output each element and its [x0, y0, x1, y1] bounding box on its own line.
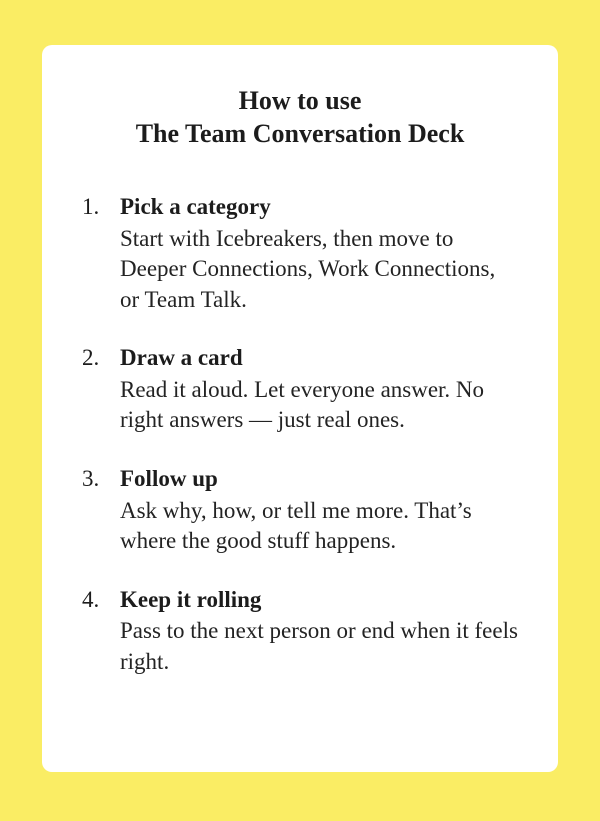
- list-item: [80, 585, 520, 678]
- step-text: Pass to the next person or end when it feels right.: [120, 618, 518, 674]
- step-text: Ask why, how, or tell me more. That’s where the good stuff happens.: [120, 497, 472, 554]
- step-body: [120, 343, 520, 436]
- page-title-line-1: How to use: [238, 86, 362, 115]
- step-heading: Keep it rolling: [120, 586, 262, 612]
- list-item: [80, 464, 520, 557]
- step-number: 3.: [82, 466, 100, 492]
- step-heading: Follow up: [120, 466, 218, 492]
- list-item: [80, 192, 520, 315]
- step-text: Read it aloud. Let everyone answer. No right answers — just real ones.: [120, 376, 485, 433]
- step-text: Start with Icebreakers, then move to Deeper Connections, Work Connections, or Team Talk.: [120, 225, 496, 312]
- step-body: [120, 585, 520, 678]
- step-body: [120, 192, 520, 315]
- step-number: 1.: [82, 194, 100, 219]
- instruction-card: [42, 45, 558, 772]
- list-item: [80, 343, 520, 436]
- step-heading: Draw a card: [120, 345, 243, 371]
- step-body: [120, 464, 520, 557]
- page-title: [80, 81, 520, 150]
- step-number: 2.: [82, 345, 100, 371]
- step-number: 4.: [82, 586, 100, 612]
- page-title-line-2: The Team Conversation Deck: [135, 118, 465, 148]
- steps-list: [80, 192, 520, 678]
- step-heading: Pick a category: [120, 194, 271, 219]
